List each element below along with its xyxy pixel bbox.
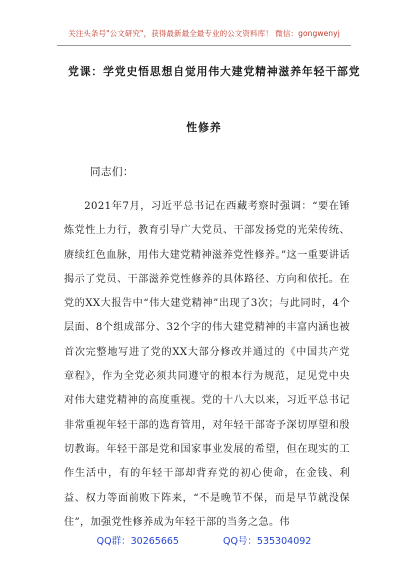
footer-qq-number: QQ号：535304092 [222, 536, 312, 547]
footer-qq-group: QQ群：30265665 [96, 536, 179, 547]
document-title-line-2: 性修养 [186, 121, 222, 134]
salutation: 同志们： [90, 166, 134, 178]
document-title-line-1: 党课：学党史悟思想自觉用伟大建党精神滋养年轻干部党 [68, 65, 361, 78]
body-paragraph: 2021年7月，习近平总书记在西藏考察时强调：“要在锤炼党性上力行，教育引导广大党员、干部发扬党的光荣传统、赓续红色血脉，用伟大建党精神滋养党性修养。”这一重要讲话揭示了党员、干部滋养党性修养的具体路径、方向和依托。在党的XX大报告中“伟大建党精神”出现了3次；与此同时，4个层面、8个组成部分、32个字的伟大建党精神的丰富内涵也被首次完整地写进了党的XX大部分修改并通过的《中国共产党章程》，作为全党必须共同遵守的根本行为规范，足见党中央对伟大建党精神的高度重视。党的十八大以来，习近平总书记非常重视年轻干部的选育管用，对年轻干部寄予深切厚望和殷切教诲。年轻干部是党和国家事业发展的希望，但在现实的工作生活中，有的年轻干部却背弃党的初心使命，在金钱、利益、权力等面前败下阵来，“不是晚节不保，而是早节就没保住”，加强党性修养成为年轻干部的当务之急。伟 [64, 201, 350, 528]
header-divider [57, 45, 351, 46]
footer-contact [0, 533, 408, 547]
header-note: 关注头条号"公文研究"，获得最新最全最专业的公文资料库！ 微信：gongwenyj [68, 29, 340, 38]
